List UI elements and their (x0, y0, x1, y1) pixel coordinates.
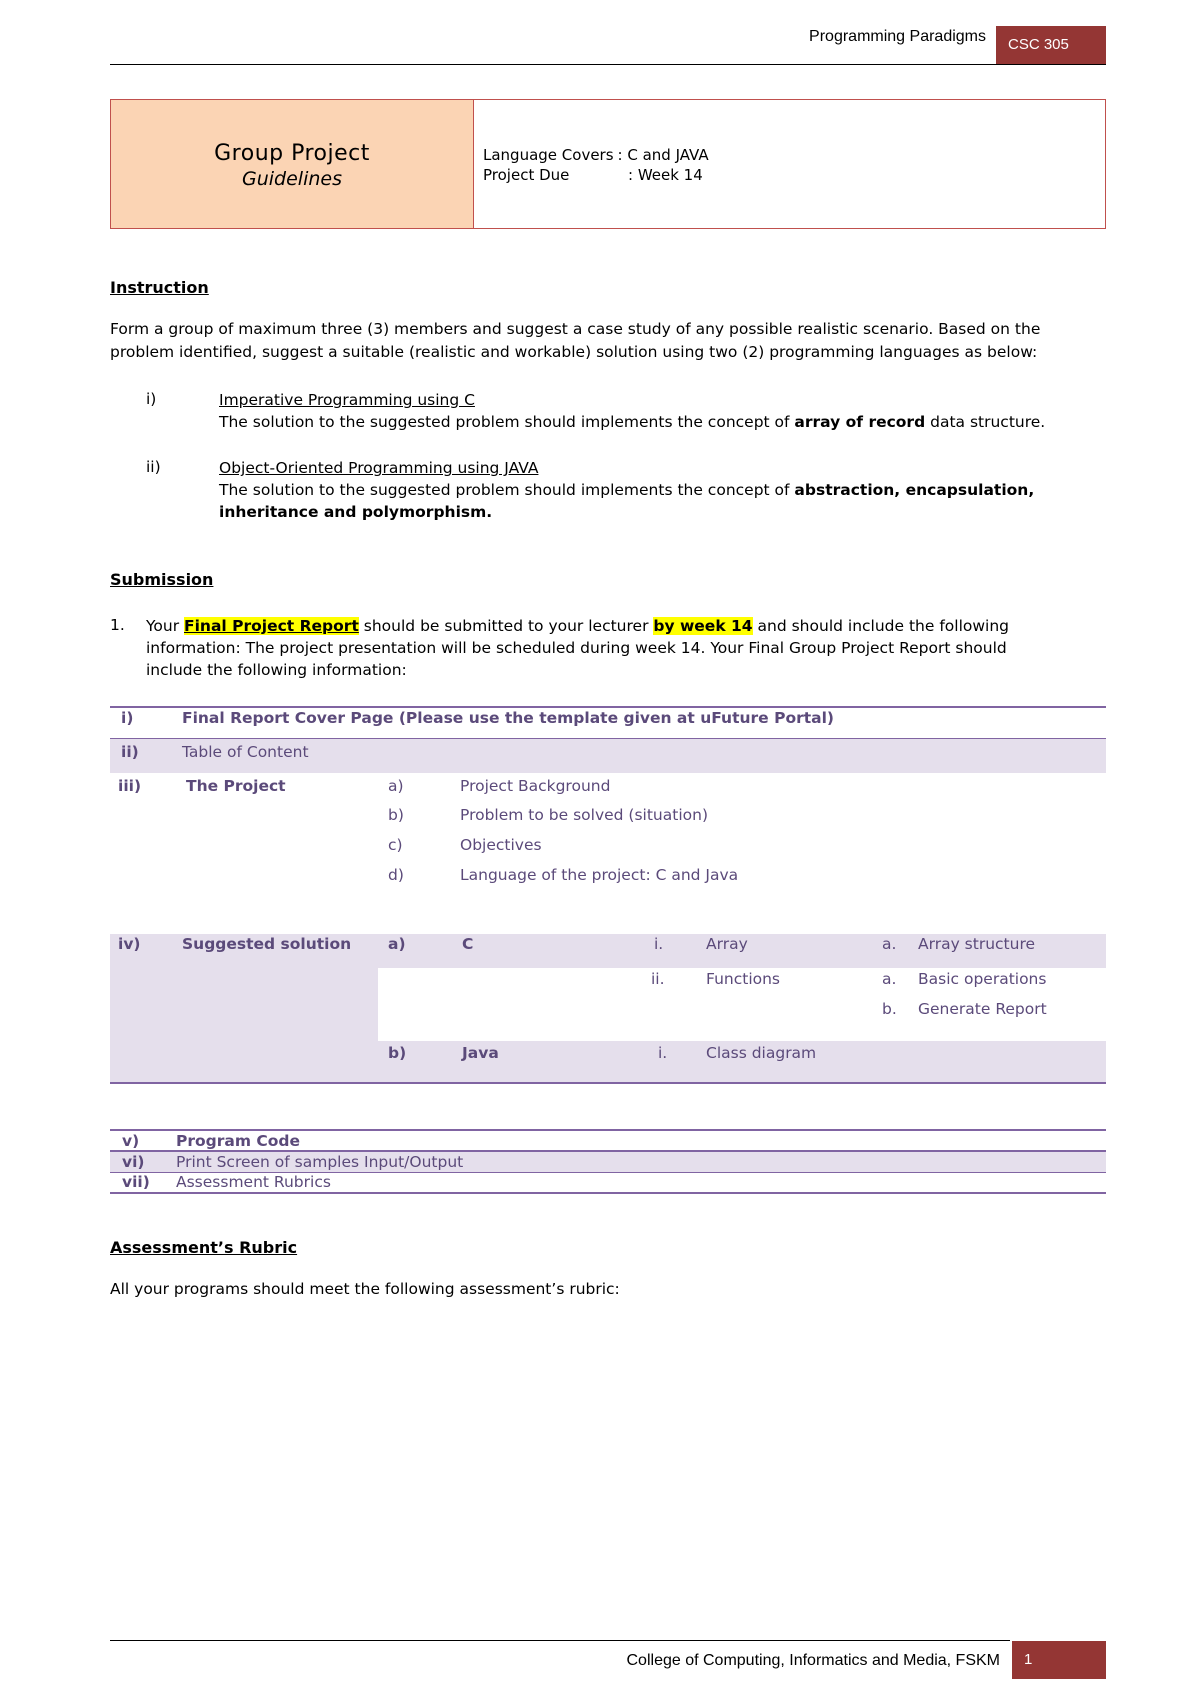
page-number-badge: 1 (1012, 1641, 1106, 1679)
language-java: Java (462, 1044, 499, 1062)
sub-text: Generate Report (918, 1000, 1047, 1018)
due-label: Project Due (483, 166, 570, 184)
title-box (110, 99, 1106, 229)
row-band (110, 934, 378, 1082)
title-box-left (111, 100, 474, 228)
submission-heading: Submission (110, 570, 214, 589)
final-report-highlight: Final Project Report (184, 617, 359, 635)
alpha-index: b. (882, 1000, 897, 1018)
week-highlight: by week 14 (653, 617, 753, 635)
row-number: vi) (122, 1153, 145, 1171)
row-number: ii) (121, 743, 139, 761)
submission-line-2: information: The project presentation will be scheduled during week 14. Your Final Group Project Report should (146, 639, 1007, 657)
language-row (483, 146, 709, 164)
list-item (219, 457, 1119, 523)
row-text: Print Screen of samples Input/Output (176, 1153, 464, 1171)
language-label: Language Covers (483, 146, 614, 164)
submission-number: 1. (110, 616, 125, 634)
sub-letter: a) (388, 935, 406, 953)
roman-index: ii. (651, 970, 665, 988)
row-text: Final Report Cover Page (Please use the template given at uFuture Portal) (182, 709, 834, 727)
due-row (483, 166, 703, 184)
row-number: i) (121, 709, 134, 727)
row-number: iv) (118, 935, 141, 953)
list-item-text-cont: inheritance and polymorphism. (219, 503, 493, 521)
row-number: vii) (122, 1173, 150, 1191)
table-rule (110, 706, 1106, 708)
sub-letter: d) (388, 866, 404, 884)
sub-text: Functions (706, 970, 781, 988)
project-subtitle: Guidelines (242, 168, 342, 190)
table-rule (110, 1192, 1106, 1194)
sub-text: Problem to be solved (situation) (460, 806, 708, 824)
sub-text: Array structure (918, 935, 1036, 953)
sub-text: Basic operations (918, 970, 1047, 988)
sub-letter: c) (388, 836, 403, 854)
footer-rule (110, 1640, 1010, 1641)
course-title: Programming Paradigms (809, 28, 986, 45)
list-item-number: i) (146, 390, 157, 408)
table-rule (110, 1129, 1106, 1131)
sub-letter: b) (388, 806, 404, 824)
list-item-text: The solution to the suggested problem should implements the concept of array of record data structure. (219, 413, 1046, 431)
submission-line-1: Your Final Project Report should be submitted to your lecturer by week 14 and should include the following (146, 617, 1010, 635)
sub-text: Project Background (460, 777, 611, 795)
footer-college: College of Computing, Informatics and Media, FSKM (626, 1652, 1000, 1669)
sub-letter: a) (388, 777, 404, 795)
instruction-heading: Instruction (110, 278, 209, 297)
roman-index: i. (658, 1044, 668, 1062)
instruction-line-1: Form a group of maximum three (3) members and suggest a case study of any possible realistic scenario. Based on the (110, 320, 1041, 338)
instruction-paragraph (110, 318, 1110, 364)
row-number: v) (122, 1132, 140, 1150)
roman-index: i. (654, 935, 664, 953)
course-code-badge: CSC 305 (996, 26, 1106, 64)
list-item-title: Object-Oriented Programming using JAVA (219, 459, 539, 477)
sub-text: Array (706, 935, 748, 953)
row-text: The Project (186, 777, 286, 795)
due-value: : Week 14 (628, 166, 703, 184)
list-item (219, 389, 1119, 433)
row-number: iii) (118, 777, 142, 795)
sub-text: Objectives (460, 836, 542, 854)
header-rule (110, 64, 1106, 65)
table-rule (110, 1082, 1106, 1084)
list-item-text: The solution to the suggested problem should implements the concept of abstraction, encapsulation, (219, 481, 1035, 499)
language-c: C (462, 935, 474, 953)
list-item-title: Imperative Programming using C (219, 391, 475, 409)
alpha-index: a. (882, 935, 897, 953)
row-text: Table of Content (182, 743, 309, 761)
assessment-heading: Assessment’s Rubric (110, 1238, 298, 1257)
list-item-number: ii) (146, 458, 161, 476)
language-value: : C and JAVA (617, 146, 709, 164)
assessment-text: All your programs should meet the following assessment’s rubric: (110, 1280, 620, 1298)
sub-letter: b) (388, 1044, 407, 1062)
project-title: Group Project (214, 141, 370, 166)
row-text: Program Code (176, 1132, 301, 1150)
alpha-index: a. (882, 970, 897, 988)
row-text: Suggested solution (182, 935, 352, 953)
row-text: Assessment Rubrics (176, 1173, 331, 1191)
instruction-line-2: problem identified, suggest a suitable (realistic and workable) solution using two (2) programming languages as below: (110, 343, 1038, 361)
sub-text: Language of the project: C and Java (460, 866, 739, 884)
submission-paragraph (146, 615, 1116, 681)
sub-text: Class diagram (706, 1044, 817, 1062)
submission-line-3: include the following information: (146, 661, 407, 679)
